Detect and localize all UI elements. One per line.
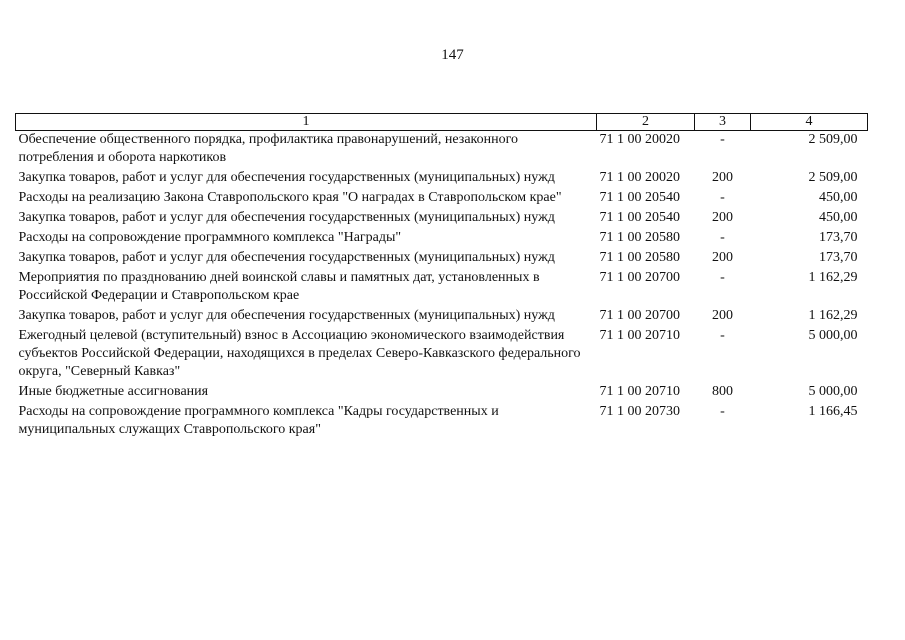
row-amount: 1 162,29 — [808, 308, 858, 323]
budget-table — [15, 113, 868, 441]
row-code: 71 1 00 20020 — [599, 170, 680, 185]
row-type: - — [720, 132, 725, 147]
table-row — [16, 229, 868, 249]
header-row — [16, 114, 868, 131]
row-name: Расходы на сопровождение программного комплекса "Кадры государственных и муниципальных служащих Ставропольского края" — [18, 404, 499, 437]
row-code: 71 1 00 20700 — [599, 308, 680, 323]
table-row — [16, 327, 868, 383]
row-code: 71 1 00 20710 — [599, 384, 680, 399]
row-name: Закупка товаров, работ и услуг для обеспечения государственных (муниципальных) нужд — [18, 210, 555, 225]
row-name: Расходы на сопровождение программного комплекса "Награды" — [18, 230, 402, 245]
row-code: 71 1 00 20540 — [599, 210, 680, 225]
row-code: 71 1 00 20710 — [599, 328, 680, 343]
table-body — [16, 131, 868, 442]
row-amount: 1 166,45 — [808, 404, 858, 419]
row-name: Закупка товаров, работ и услуг для обеспечения государственных (муниципальных) нужд — [18, 308, 555, 323]
row-code: 71 1 00 20540 — [599, 190, 680, 205]
table-row — [16, 169, 868, 189]
page-number: 147 — [441, 47, 464, 63]
row-name: Мероприятия по празднованию дней воинской славы и памятных дат, установленных в Российской Федерации и Ставропольском крае — [18, 270, 540, 303]
row-name: Обеспечение общественного порядка, профилактика правонарушений, незаконного потребления и оборота наркотиков — [18, 132, 519, 165]
row-name: Закупка товаров, работ и услуг для обеспечения государственных (муниципальных) нужд — [18, 170, 555, 185]
row-type: 200 — [712, 250, 733, 265]
table-row — [16, 269, 868, 307]
row-type: - — [720, 404, 725, 419]
row-name: Расходы на реализацию Закона Ставропольского края "О наградах в Ставропольском крае" — [18, 190, 562, 205]
header-col-4: 4 — [751, 114, 868, 131]
row-amount: 450,00 — [819, 190, 858, 205]
table-row — [16, 307, 868, 327]
row-amount: 173,70 — [819, 250, 858, 265]
row-code: 71 1 00 20580 — [599, 250, 680, 265]
row-type: 200 — [712, 210, 733, 225]
row-name: Ежегодный целевой (вступительный) взнос в Ассоциацию экономического взаимодействия субъектов Российской Федерации, находящихся в пределах Северо-Кавказского федерального округа, "Северный Кавказ" — [18, 328, 581, 379]
row-name: Иные бюджетные ассигнования — [18, 384, 209, 399]
row-name: Закупка товаров, работ и услуг для обеспечения государственных (муниципальных) нужд — [18, 250, 555, 265]
row-amount: 2 509,00 — [808, 132, 858, 147]
row-amount: 5 000,00 — [808, 328, 858, 343]
row-amount: 5 000,00 — [808, 384, 858, 399]
row-amount: 173,70 — [819, 230, 858, 245]
header-col-2: 2 — [597, 114, 695, 131]
table-row — [16, 383, 868, 403]
row-code: 71 1 00 20020 — [599, 132, 680, 147]
row-amount: 450,00 — [819, 210, 858, 225]
row-code: 71 1 00 20580 — [599, 230, 680, 245]
row-type: - — [720, 328, 725, 343]
row-type: - — [720, 230, 725, 245]
row-code: 71 1 00 20730 — [599, 404, 680, 419]
row-code: 71 1 00 20700 — [599, 270, 680, 285]
table-header — [16, 114, 868, 131]
row-type: - — [720, 270, 725, 285]
row-type: 200 — [712, 170, 733, 185]
row-amount: 1 162,29 — [808, 270, 858, 285]
table-row — [16, 209, 868, 229]
table-row — [16, 403, 868, 441]
header-col-1: 1 — [16, 114, 597, 131]
row-type: 800 — [712, 384, 733, 399]
table-row — [16, 189, 868, 209]
header-col-3: 3 — [695, 114, 751, 131]
table-row — [16, 131, 868, 170]
row-type: 200 — [712, 308, 733, 323]
row-type: - — [720, 190, 725, 205]
table-row — [16, 249, 868, 269]
row-amount: 2 509,00 — [808, 170, 858, 185]
